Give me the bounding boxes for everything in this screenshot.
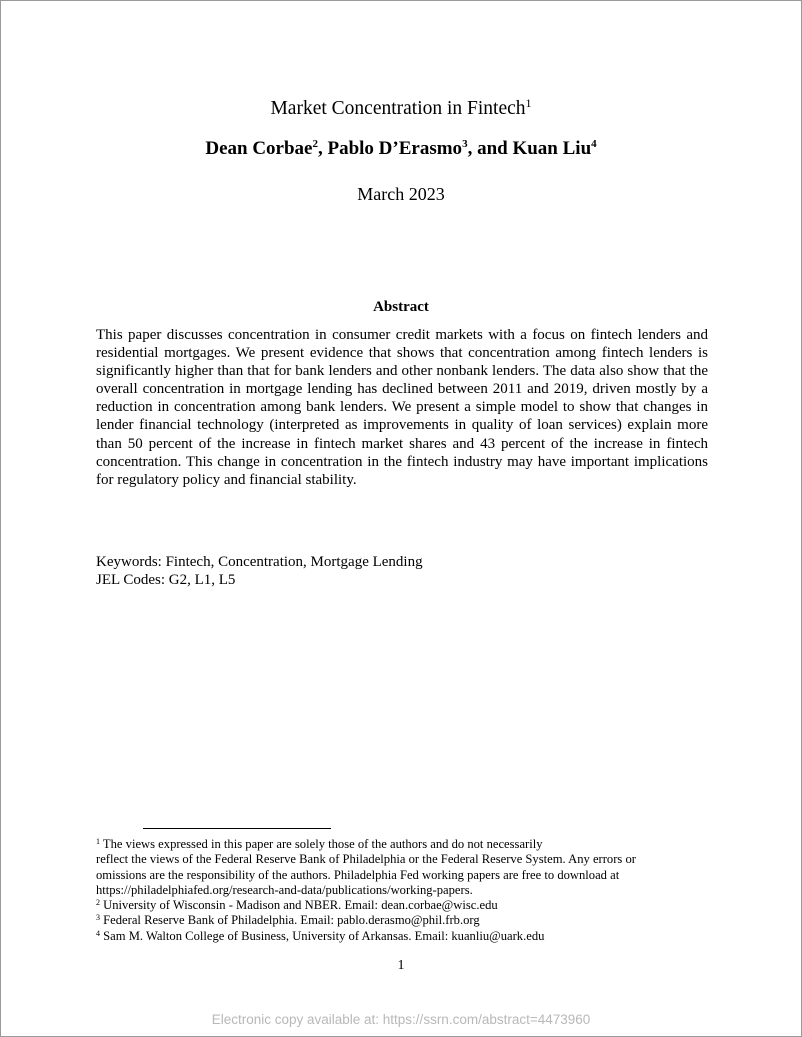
author-separator: , and xyxy=(467,138,513,159)
author-list xyxy=(1,137,801,161)
title-text: Market Concentration in Fintech xyxy=(270,98,526,119)
footnote-continuation: https://philadelphiafed.org/research-and-data/publications/working-papers. xyxy=(96,882,473,897)
abstract-heading: Abstract xyxy=(373,299,429,315)
ssrn-availability-notice: Electronic copy available at: https://ssrn.com/abstract=4473960 xyxy=(211,1012,591,1027)
footnote xyxy=(96,898,716,913)
keywords-block xyxy=(96,553,423,589)
footnote-line: Federal Reserve Bank of Philadelphia. Email: pablo.derasmo@phil.frb.org xyxy=(103,913,480,928)
footnote-line: The views expressed in this paper are solely those of the authors and do not necessarily xyxy=(102,837,543,851)
footnote xyxy=(96,929,716,944)
jel-codes-line: JEL Codes: G2, L1, L5 xyxy=(96,572,236,588)
abstract-body: This paper discusses concentration in consumer credit markets with a focus on fintech lenders and residential mortgages. We present evidence that shows that concentration among fintech lenders is significantly higher than that for bank lenders and other nonbank lenders. The data also show that the overall concentration in mortgage lending has declined between 2011 and 2019, driven mostly by a reduction in concentration among bank lenders. We present a simple model to show that changes in lender financial technology (interpreted as improvements in quality of loan services) explain more than 50 percent of the increase in fintech market shares and 43 percent of the increase in fintech concentration. This change in concentration in the fintech industry may have important implications for regulatory policy and financial stability. xyxy=(96,327,708,488)
footnote-divider xyxy=(143,828,331,829)
author-name: Kuan Liu xyxy=(512,138,592,159)
footnote-mark: 2 xyxy=(96,898,100,908)
author-name: Dean Corbae xyxy=(205,138,313,159)
footnotes xyxy=(96,837,716,944)
footnote xyxy=(96,837,716,852)
title-footnote-mark: 1 xyxy=(525,96,532,110)
footnote-continuation: reflect the views of the Federal Reserve Bank of Philadelphia or the Federal Reserve System. Any errors or xyxy=(96,852,636,867)
footnote-mark: 4 xyxy=(96,928,100,938)
footnote-line: Sam M. Walton College of Business, University of Arkansas. Email: kuanliu@uark.edu xyxy=(103,928,545,943)
page-number: 1 xyxy=(397,958,405,973)
paper-date: March 2023 xyxy=(357,184,445,204)
keywords-line: Keywords: Fintech, Concentration, Mortgage Lending xyxy=(96,554,423,570)
footnote-line: University of Wisconsin - Madison and NBER. Email: dean.corbae@wisc.edu xyxy=(103,898,498,913)
footnote-mark: 3 xyxy=(96,913,100,923)
author-name: Pablo D’Erasmo xyxy=(327,138,463,159)
author-footnote-mark: 4 xyxy=(591,138,597,150)
footnote-mark: 1 xyxy=(96,837,100,846)
footnote-continuation: omissions are the responsibility of the authors. Philadelphia Fed working papers are free to download at xyxy=(96,867,620,882)
author-footnote-mark: 2 xyxy=(312,138,318,150)
footnote xyxy=(96,913,716,928)
author-separator: , xyxy=(317,138,328,159)
author-footnote-mark: 3 xyxy=(462,138,468,150)
paper-title xyxy=(1,97,801,121)
